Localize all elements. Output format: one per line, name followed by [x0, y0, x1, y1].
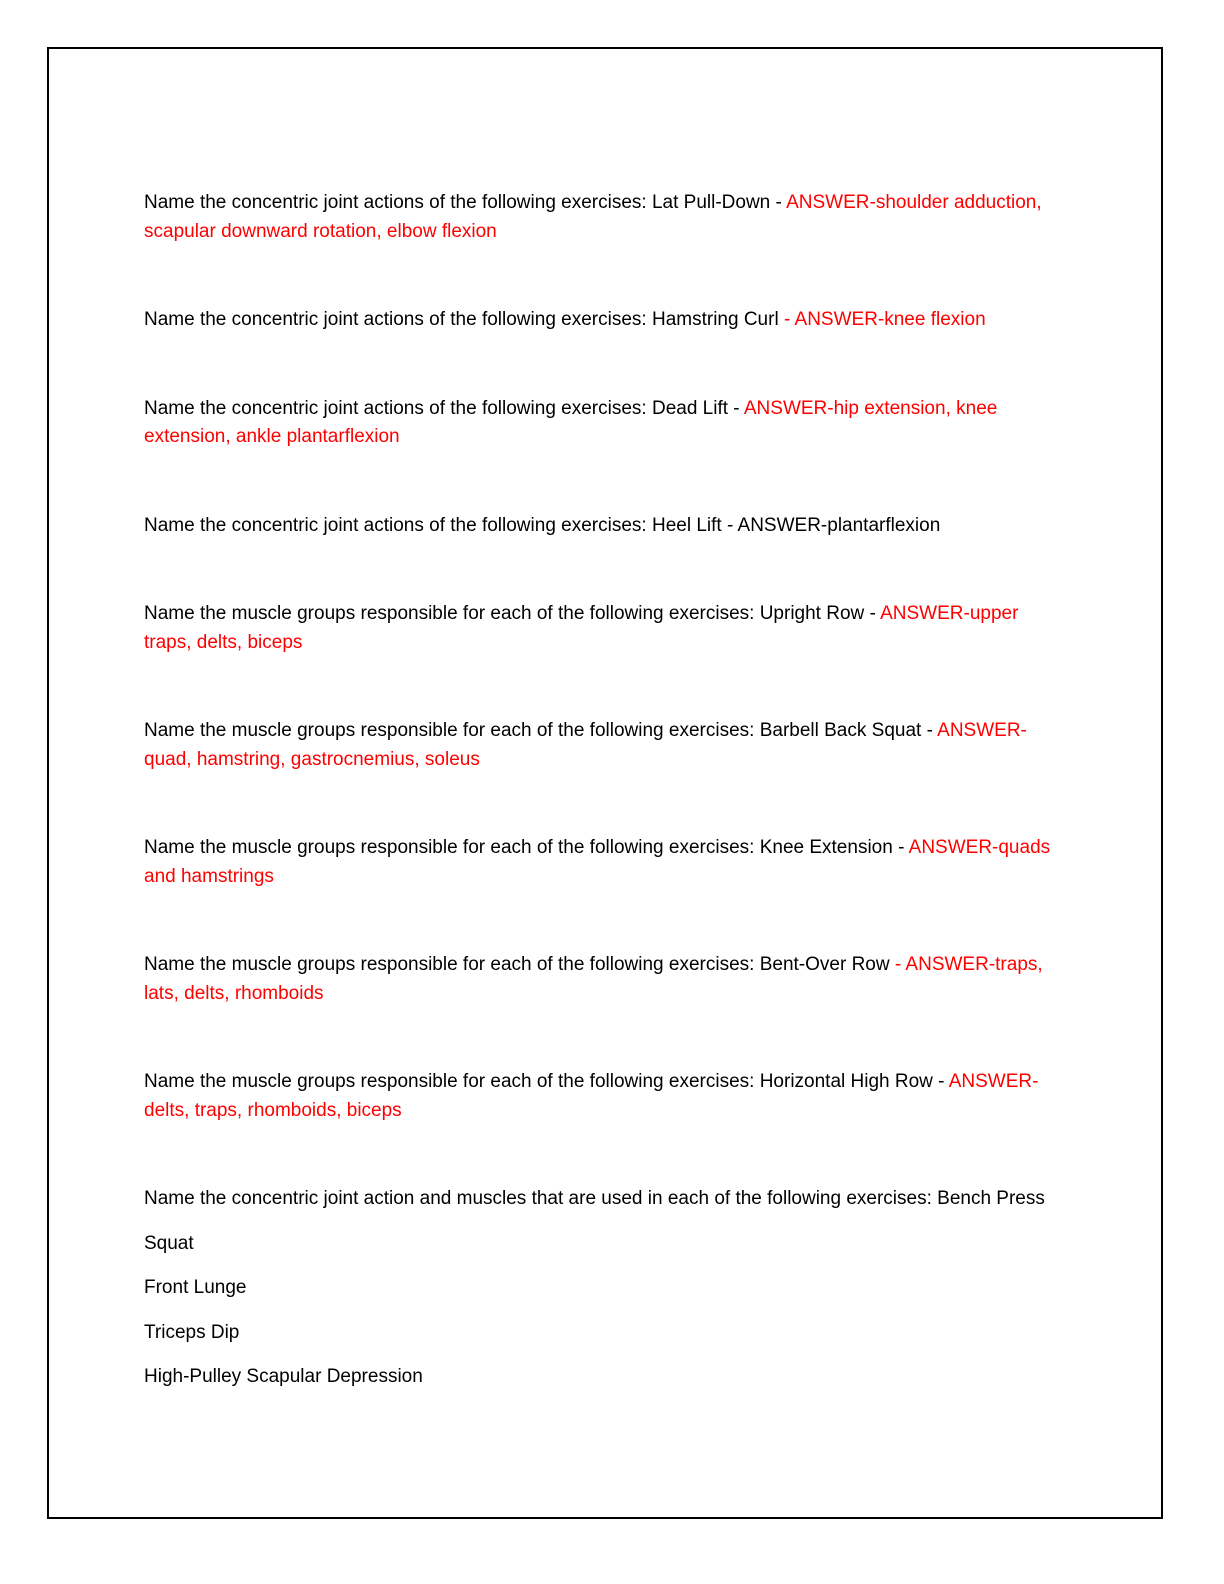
qa-item	[144, 512, 1064, 541]
answer-text: ANSWER-quads and hamstrings	[144, 837, 1051, 887]
separator: -	[932, 1071, 949, 1092]
page-frame	[47, 47, 1163, 1519]
separator: -	[889, 954, 906, 975]
separator: -	[770, 192, 787, 213]
separator: -	[728, 397, 744, 419]
document-body	[144, 189, 1064, 1408]
qa-item	[144, 306, 1064, 335]
question-text: Name the muscle groups responsible for each of the following exercises: Upright Row	[144, 603, 865, 624]
exercise-list-item: Front Lunge	[144, 1277, 247, 1298]
qa-item	[144, 1068, 1064, 1125]
exercise-list-item: High-Pulley Scapular Depression	[144, 1366, 423, 1387]
answer-text: ANSWER-upper traps, delts, biceps	[144, 603, 1019, 653]
question-text: Name the concentric joint actions of the following exercises: Heel Lift	[144, 514, 722, 536]
answer-text: ANSWER-knee flexion	[794, 309, 986, 330]
qa-item	[144, 395, 1064, 452]
qa-item	[144, 951, 1064, 1008]
question-text: Name the muscle groups responsible for each of the following exercises: Knee Extension	[144, 837, 893, 858]
qa-item	[144, 834, 1064, 891]
qa-item	[144, 600, 1064, 657]
separator: -	[921, 720, 938, 741]
separator: -	[778, 309, 795, 330]
answer-text: ANSWER-delts, traps, rhomboids, biceps	[144, 1071, 1039, 1121]
question-text: Name the muscle groups responsible for each of the following exercises: Bent-Over Row	[144, 954, 890, 975]
answer-text: ANSWER-hip extension, knee extension, ankle plantarflexion	[144, 397, 998, 447]
answer-text: ANSWER-plantarflexion	[737, 514, 941, 536]
question-text: Name the concentric joint actions of the following exercises: Dead Lift	[144, 397, 729, 419]
question-text: Name the muscle groups responsible for each of the following exercises: Horizontal High Row	[144, 1071, 933, 1092]
qa-item	[144, 189, 1064, 246]
exercise-list-item: Triceps Dip	[144, 1321, 240, 1343]
answer-text: ANSWER-quad, hamstring, gastrocnemius, soleus	[144, 720, 1027, 770]
separator: -	[864, 603, 881, 624]
question-text: Name the concentric joint actions of the following exercises: Lat Pull-Down	[144, 192, 771, 213]
answer-text: ANSWER-shoulder adduction, scapular downward rotation, elbow flexion	[144, 192, 1042, 242]
exercise-list-item: Squat	[144, 1232, 194, 1254]
qa-item	[144, 717, 1064, 774]
separator: -	[721, 514, 738, 536]
separator: -	[892, 837, 909, 858]
question-text: Name the concentric joint actions of the following exercises: Hamstring Curl	[144, 309, 779, 330]
answer-text: ANSWER-traps, lats, delts, rhomboids	[144, 954, 1043, 1004]
final-question: Name the concentric joint action and muscles that are used in each of the following exercises: Bench Press	[144, 1188, 1045, 1209]
question-text: Name the muscle groups responsible for each of the following exercises: Barbell Back Squat	[144, 720, 922, 741]
